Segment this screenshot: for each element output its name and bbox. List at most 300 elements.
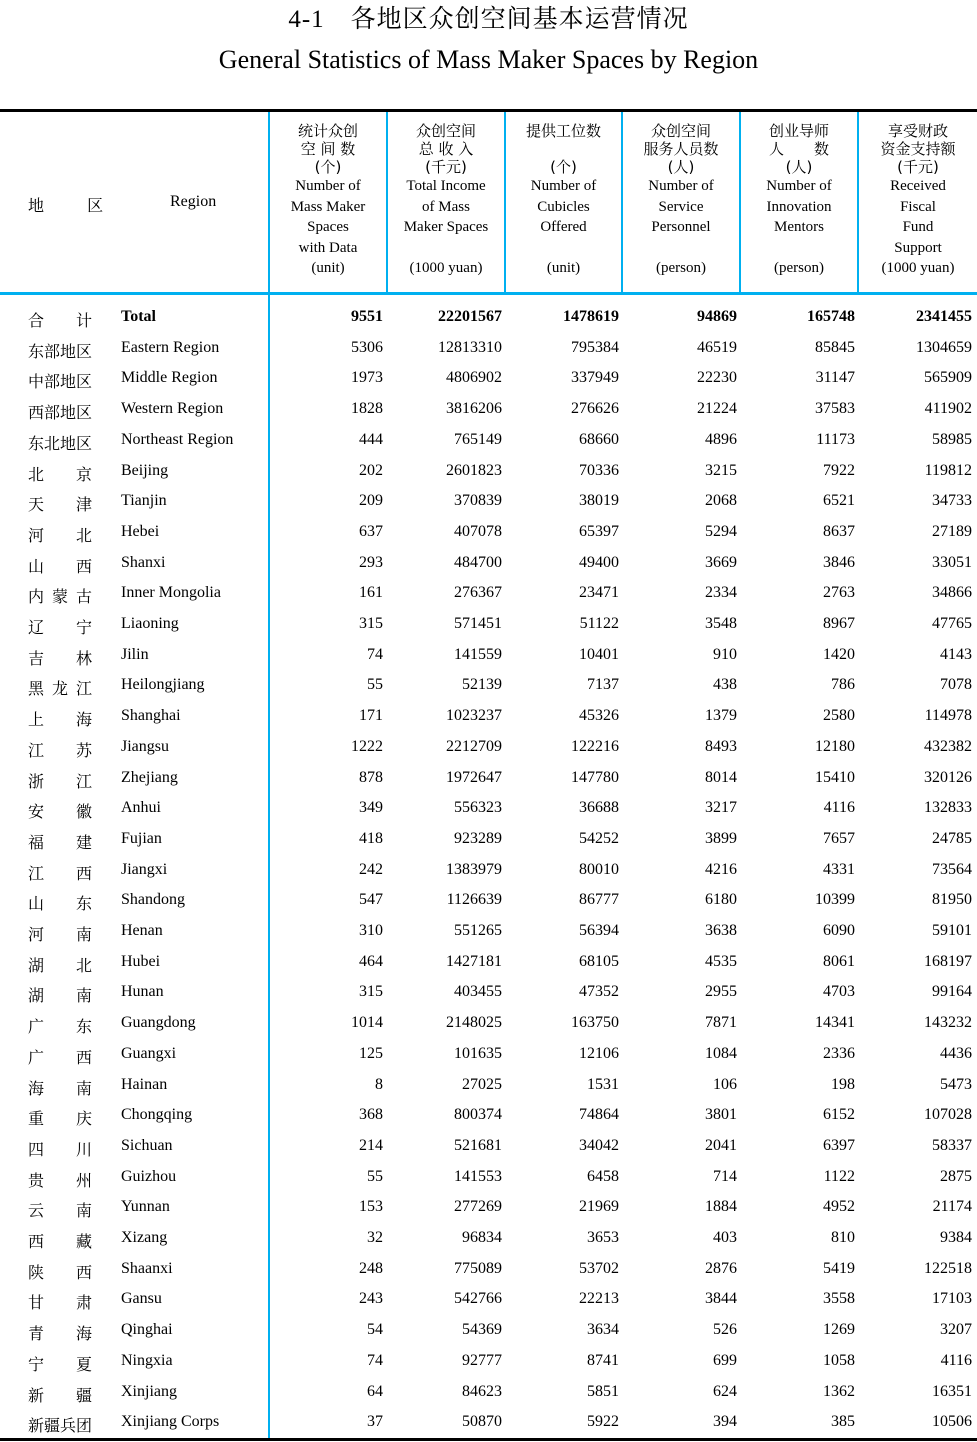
cell-value: 2068: [705, 492, 737, 510]
table-row: [0, 1162, 977, 1193]
cell-value: 432382: [924, 737, 972, 755]
region-name-english: Guangdong: [121, 1014, 196, 1032]
cell-value: 1972647: [446, 768, 502, 786]
cell-value: 565909: [924, 369, 972, 387]
region-name-chinese: 青 海: [28, 1324, 92, 1344]
region-name-chinese: 东北地区: [28, 433, 93, 453]
region-name-chinese: 北 京: [28, 464, 92, 484]
region-name-chinese: 天 津: [28, 495, 92, 515]
column-header-english-line: (person): [656, 260, 706, 276]
cell-value: 1122: [823, 1167, 855, 1185]
cell-value: 34733: [932, 492, 972, 510]
cell-value: 59101: [932, 922, 972, 939]
region-name-chinese: 河 南: [28, 925, 92, 944]
cell-value: 1427181: [446, 952, 502, 970]
cell-value: 4535: [705, 952, 737, 970]
cell-value: 74: [367, 645, 383, 663]
cell-value: 542766: [454, 1290, 502, 1308]
region-name-english: Total: [121, 308, 156, 325]
region-name-chinese: 上 海: [28, 710, 92, 730]
column-header-english-line: (unit): [311, 260, 345, 276]
table-row: [0, 916, 977, 947]
region-name-chinese: 陕 西: [28, 1262, 92, 1282]
table-row: [0, 885, 977, 916]
region-name-english: Jiangsu: [121, 737, 169, 755]
region-name-english: Jilin: [121, 645, 149, 663]
column-header-english-line: Number of: [766, 178, 832, 194]
table-row: [0, 456, 977, 487]
table-row: [0, 701, 977, 732]
header-region-chinese: 地 区: [28, 196, 104, 215]
column-header-english-line: Maker Spaces: [403, 219, 489, 235]
column-header-english-line: Fiscal: [900, 198, 936, 215]
cell-value: 320126: [924, 768, 972, 786]
column-header-chinese-line: 统计众创: [297, 122, 358, 140]
cell-value: 624: [713, 1382, 737, 1400]
column-header-english-line: [506, 238, 621, 259]
cell-value: 403: [713, 1229, 737, 1246]
cell-value: 4331: [823, 860, 855, 878]
cell-value: 22230: [697, 369, 737, 387]
cell-value: 81950: [932, 891, 972, 909]
cell-value: 7871: [705, 1014, 737, 1032]
cell-value: 243: [359, 1290, 383, 1308]
column-header-chinese-line: (千元): [425, 158, 467, 176]
cell-value: 5851: [587, 1382, 619, 1400]
cell-value: 2955: [705, 983, 737, 1001]
cell-value: 248: [359, 1259, 383, 1277]
region-name-english: Hainan: [121, 1075, 168, 1093]
table-row: [0, 1100, 977, 1131]
cell-value: 153: [359, 1198, 383, 1216]
cell-value: 73564: [932, 860, 972, 878]
cell-value: 51122: [579, 615, 619, 632]
cell-value: 12106: [579, 1044, 619, 1062]
column-header-chinese-line: 享受财政: [887, 122, 948, 140]
cell-value: 22201567: [438, 308, 502, 325]
column-header: [506, 112, 621, 302]
table-row: [0, 425, 977, 456]
cell-value: 3801: [705, 1106, 737, 1124]
column-header-english-line: [623, 238, 739, 259]
region-name-chinese: 内 蒙 古: [28, 587, 92, 607]
cell-value: 106: [713, 1075, 737, 1093]
cell-value: 68660: [579, 430, 619, 448]
cell-value: 21224: [697, 400, 737, 418]
cell-value: 1973: [351, 369, 383, 387]
header-divider: [621, 112, 623, 292]
cell-value: 2336: [823, 1044, 855, 1062]
table-row: [0, 732, 977, 763]
cell-value: 161: [359, 584, 383, 602]
cell-value: 4703: [823, 983, 855, 1001]
table-row: [0, 793, 977, 824]
cell-value: 547: [359, 891, 383, 909]
table-row: [0, 486, 977, 517]
column-header-chinese-line: (千元): [897, 158, 939, 176]
cell-value: 3846: [823, 553, 855, 571]
column-header-chinese-line: 资金支持额: [880, 140, 956, 158]
column-header: [741, 112, 857, 302]
cell-value: 53702: [579, 1259, 619, 1277]
column-header-english-line: of Mass: [422, 198, 470, 215]
column-header-english-line: Number of: [648, 178, 714, 194]
cell-value: 34866: [932, 584, 972, 602]
region-name-english: Gansu: [121, 1290, 162, 1308]
cell-value: 10506: [932, 1413, 972, 1431]
cell-value: 637: [359, 522, 383, 540]
cell-value: 36688: [579, 799, 619, 817]
region-name-chinese: 广 东: [28, 1017, 92, 1037]
cell-value: 3653: [587, 1229, 619, 1246]
cell-value: 34042: [579, 1136, 619, 1154]
cell-value: 464: [359, 952, 383, 970]
cell-value: 1222: [351, 737, 383, 755]
cell-value: 55: [367, 1167, 383, 1185]
cell-value: 7657: [823, 829, 855, 847]
region-name-english: Qinghai: [121, 1321, 173, 1339]
cell-value: 337949: [571, 369, 619, 387]
table-bottom-rule: [0, 1438, 977, 1441]
cell-value: 21969: [579, 1198, 619, 1216]
cell-value: 2041: [705, 1136, 737, 1154]
cell-value: 765149: [454, 430, 502, 448]
table-row-total: [0, 302, 977, 333]
table-row: [0, 548, 977, 579]
cell-value: 22213: [579, 1290, 619, 1308]
region-name-chinese: 西部地区: [28, 403, 93, 423]
cell-value: 923289: [454, 829, 502, 847]
cell-value: 3634: [587, 1321, 619, 1339]
column-header-chinese-line: 众创空间: [650, 122, 711, 140]
region-name-english: Anhui: [121, 799, 161, 817]
region-name-chinese: 湖 北: [28, 955, 92, 975]
cell-value: 17103: [932, 1290, 972, 1308]
cell-value: 14341: [815, 1014, 855, 1032]
cell-value: 2341455: [916, 308, 972, 325]
region-name-chinese: 重 庆: [28, 1109, 92, 1129]
header-divider: [504, 112, 506, 292]
cell-value: 163750: [571, 1014, 619, 1032]
region-name-chinese: 海 南: [28, 1078, 92, 1098]
cell-value: 165748: [807, 308, 855, 325]
table-row: [0, 1008, 977, 1039]
column-header-english-line: Number of: [530, 178, 597, 194]
cell-value: 3207: [940, 1321, 972, 1339]
cell-value: 15410: [815, 768, 855, 786]
cell-value: 50870: [462, 1413, 502, 1431]
cell-value: 6458: [587, 1167, 619, 1185]
cell-value: 810: [831, 1229, 855, 1246]
cell-value: 6152: [823, 1106, 855, 1124]
region-name-chinese: 宁 夏: [28, 1354, 92, 1374]
cell-value: 9551: [351, 308, 383, 325]
cell-value: 5294: [705, 522, 737, 540]
cell-value: 47765: [932, 615, 972, 632]
cell-value: 122216: [571, 737, 619, 755]
cell-value: 10401: [579, 645, 619, 663]
region-name-chinese: 广 西: [28, 1047, 92, 1067]
column-header-chinese-line: (人): [785, 158, 813, 176]
cell-value: 54252: [579, 829, 619, 847]
cell-value: 96834: [462, 1229, 502, 1246]
cell-value: 92777: [462, 1351, 502, 1369]
region-name-english: Hubei: [121, 952, 161, 970]
cell-value: 58337: [932, 1136, 972, 1154]
table-row: [0, 517, 977, 548]
region-name-english: Tianjin: [121, 492, 167, 510]
cell-value: 168197: [924, 952, 972, 970]
column-header-chinese-line: (个): [314, 158, 342, 176]
cell-value: 2763: [823, 584, 855, 602]
region-name-chinese: 贵 州: [28, 1170, 92, 1190]
cell-value: 10399: [815, 891, 855, 909]
table-row: [0, 1223, 977, 1254]
cell-value: 276626: [571, 400, 619, 418]
cell-value: 52139: [462, 676, 502, 694]
header-divider: [386, 112, 388, 292]
column-header-english-line: (person): [774, 260, 824, 276]
header-divider: [739, 112, 741, 292]
cell-value: 27025: [462, 1075, 502, 1093]
cell-value: 4116: [823, 799, 855, 817]
region-name-english: Middle Region: [121, 369, 218, 387]
column-header: [859, 112, 977, 302]
cell-value: 2148025: [446, 1014, 502, 1032]
cell-value: 132833: [924, 799, 972, 817]
cell-value: 4143: [940, 645, 972, 663]
column-header-english-line: [388, 238, 504, 259]
cell-value: 4436: [940, 1044, 972, 1062]
cell-value: 368: [359, 1106, 383, 1124]
column-header-english-line: Innovation: [766, 198, 832, 215]
cell-value: 125: [359, 1044, 383, 1062]
table-row: [0, 1315, 977, 1346]
cell-value: 45326: [579, 707, 619, 725]
column-header-chinese-line: 服务人员数: [643, 140, 719, 158]
region-name-english: Guizhou: [121, 1167, 177, 1185]
cell-value: 484700: [454, 553, 502, 571]
cell-value: 27189: [932, 522, 972, 540]
cell-value: 800374: [454, 1106, 502, 1124]
cell-value: 12813310: [438, 338, 502, 356]
cell-value: 1126639: [446, 891, 502, 909]
cell-value: 1379: [705, 707, 737, 725]
cell-value: 8014: [705, 768, 737, 786]
cell-value: 407078: [454, 522, 502, 540]
cell-value: 556323: [454, 799, 502, 817]
region-name-english: Sichuan: [121, 1136, 173, 1154]
region-name-chinese: 四 川: [28, 1139, 92, 1159]
cell-value: 1084: [705, 1044, 737, 1062]
cell-value: 315: [359, 983, 383, 1001]
cell-value: 143232: [924, 1014, 972, 1032]
region-name-chinese: 福 建: [28, 832, 92, 852]
cell-value: 65397: [579, 522, 619, 540]
region-name-chinese: 新 疆: [28, 1385, 92, 1405]
column-header-english-line: Fund: [902, 219, 934, 235]
cell-value: 1269: [823, 1321, 855, 1339]
cell-value: 147780: [571, 768, 619, 786]
table-row: [0, 1039, 977, 1070]
region-name-chinese: 河 北: [28, 525, 92, 545]
column-header-chinese-line: 创业导师: [768, 122, 829, 140]
table-row: [0, 609, 977, 640]
cell-value: 714: [713, 1167, 737, 1185]
cell-value: 411902: [924, 400, 972, 418]
cell-value: 38019: [579, 492, 619, 510]
region-name-chinese: 吉 林: [28, 648, 92, 668]
table-row: [0, 1070, 977, 1101]
cell-value: 2601823: [446, 461, 502, 479]
column-header-chinese-line: 总 收 入: [418, 140, 474, 158]
cell-value: 438: [713, 676, 737, 694]
region-name-english: Northeast Region: [121, 430, 234, 448]
region-name-english: Xinjiang Corps: [121, 1413, 220, 1431]
header-region-english: Region: [170, 193, 217, 210]
cell-value: 37: [367, 1413, 383, 1431]
cell-value: 2334: [705, 584, 737, 602]
region-name-english: Jiangxi: [121, 860, 168, 878]
column-header-english-line: Personnel: [651, 219, 711, 235]
cell-value: 3548: [705, 615, 737, 632]
cell-value: 1828: [351, 400, 383, 418]
cell-value: 1014: [351, 1014, 383, 1032]
cell-value: 5306: [351, 338, 383, 356]
region-name-chinese: 西 藏: [28, 1232, 92, 1251]
cell-value: 699: [713, 1351, 737, 1369]
cell-value: 349: [359, 799, 383, 817]
cell-value: 54369: [462, 1321, 502, 1339]
cell-value: 8967: [823, 615, 855, 632]
column-header: [388, 112, 504, 302]
table-row: [0, 855, 977, 886]
region-name-english: Xizang: [121, 1229, 168, 1246]
region-name-chinese: 安 徽: [28, 802, 92, 822]
cell-value: 99164: [932, 983, 972, 1001]
cell-value: 8741: [587, 1351, 619, 1369]
cell-value: 8061: [823, 952, 855, 970]
cell-value: 1383979: [446, 860, 502, 878]
region-name-english: Fujian: [121, 829, 162, 847]
column-header-chinese-line: 众创空间: [415, 122, 476, 140]
cell-value: 293: [359, 553, 383, 571]
cell-value: 277269: [454, 1198, 502, 1216]
cell-value: 33051: [932, 553, 972, 571]
cell-value: 84623: [462, 1382, 502, 1400]
cell-value: 54: [367, 1321, 383, 1339]
cell-value: 1362: [823, 1382, 855, 1400]
cell-value: 47352: [579, 983, 619, 1001]
region-name-english: Beijing: [121, 461, 169, 479]
table-row: [0, 1254, 977, 1285]
table-title-chinese: 4-1 各地区众创空间基本运营情况: [288, 6, 689, 33]
table-row: [0, 394, 977, 425]
cell-value: 4216: [705, 860, 737, 878]
table-row: [0, 763, 977, 794]
cell-value: 1058: [823, 1351, 855, 1369]
cell-value: 56394: [579, 922, 619, 939]
cell-value: 9384: [940, 1229, 972, 1246]
cell-value: 394: [713, 1413, 737, 1431]
cell-value: 4896: [705, 430, 737, 448]
cell-value: 418: [359, 829, 383, 847]
cell-value: 276367: [454, 584, 502, 602]
cell-value: 85845: [815, 338, 855, 356]
cell-value: 4952: [823, 1198, 855, 1216]
cell-value: 551265: [454, 922, 502, 939]
region-name-english: Hunan: [121, 983, 164, 1001]
column-header-english-line: Offered: [540, 219, 587, 235]
column-header-english-line: [741, 238, 857, 259]
table-row: [0, 1192, 977, 1223]
cell-value: 2212709: [446, 737, 502, 755]
region-name-english: Yunnan: [121, 1198, 170, 1216]
region-name-chinese: 黑 龙 江: [28, 679, 92, 699]
cell-value: 74864: [579, 1106, 619, 1124]
region-name-chinese: 新疆兵团: [28, 1416, 93, 1436]
cell-value: 32: [367, 1229, 383, 1246]
cell-value: 3899: [705, 829, 737, 847]
region-name-english: Eastern Region: [121, 338, 220, 356]
cell-value: 878: [359, 768, 383, 786]
table-row: [0, 1131, 977, 1162]
column-header-english-line: Service: [658, 198, 704, 215]
cell-value: 70336: [579, 461, 619, 479]
cell-value: 1884: [705, 1198, 737, 1216]
cell-value: 209: [359, 492, 383, 510]
column-header-english-line: Mass Maker: [290, 198, 366, 215]
region-name-english: Shaanxi: [121, 1259, 173, 1277]
cell-value: 80010: [579, 860, 619, 878]
region-name-chinese: 湖 南: [28, 986, 92, 1006]
cell-value: 571451: [454, 615, 502, 632]
column-header-english-line: Mentors: [774, 219, 824, 235]
region-name-chinese: 东部地区: [28, 341, 93, 361]
cell-value: 46519: [697, 338, 737, 356]
cell-value: 385: [831, 1413, 855, 1431]
region-name-chinese: 中部地区: [28, 372, 93, 392]
region-name-chinese: 云 南: [28, 1201, 92, 1221]
region-name-chinese: 合 计: [28, 311, 92, 330]
cell-value: 3217: [705, 799, 737, 817]
cell-value: 8: [375, 1075, 383, 1093]
cell-value: 7922: [823, 461, 855, 479]
cell-value: 119812: [924, 461, 972, 479]
cell-value: 5922: [587, 1413, 619, 1431]
cell-value: 198: [831, 1075, 855, 1093]
region-name-english: Ningxia: [121, 1351, 173, 1369]
cell-value: 55: [367, 676, 383, 694]
table-row: [0, 578, 977, 609]
region-name-chinese: 江 西: [28, 863, 92, 883]
column-header-english-line: Received: [890, 178, 946, 194]
region-name-english: Heilongjiang: [121, 676, 205, 694]
column-header-english-line: Total Income: [406, 178, 486, 194]
cell-value: 8493: [705, 737, 737, 755]
header-divider: [857, 112, 859, 292]
cell-value: 775089: [454, 1259, 502, 1277]
region-name-english: Chongqing: [121, 1106, 193, 1124]
cell-value: 4806902: [446, 369, 502, 387]
column-header-english-line: (1000 yuan): [881, 260, 955, 276]
cell-value: 86777: [579, 891, 619, 909]
cell-value: 7078: [940, 676, 972, 694]
cell-value: 5473: [940, 1075, 972, 1093]
cell-value: 23471: [579, 584, 619, 602]
region-name-english: Guangxi: [121, 1044, 177, 1062]
cell-value: 94869: [697, 308, 737, 325]
